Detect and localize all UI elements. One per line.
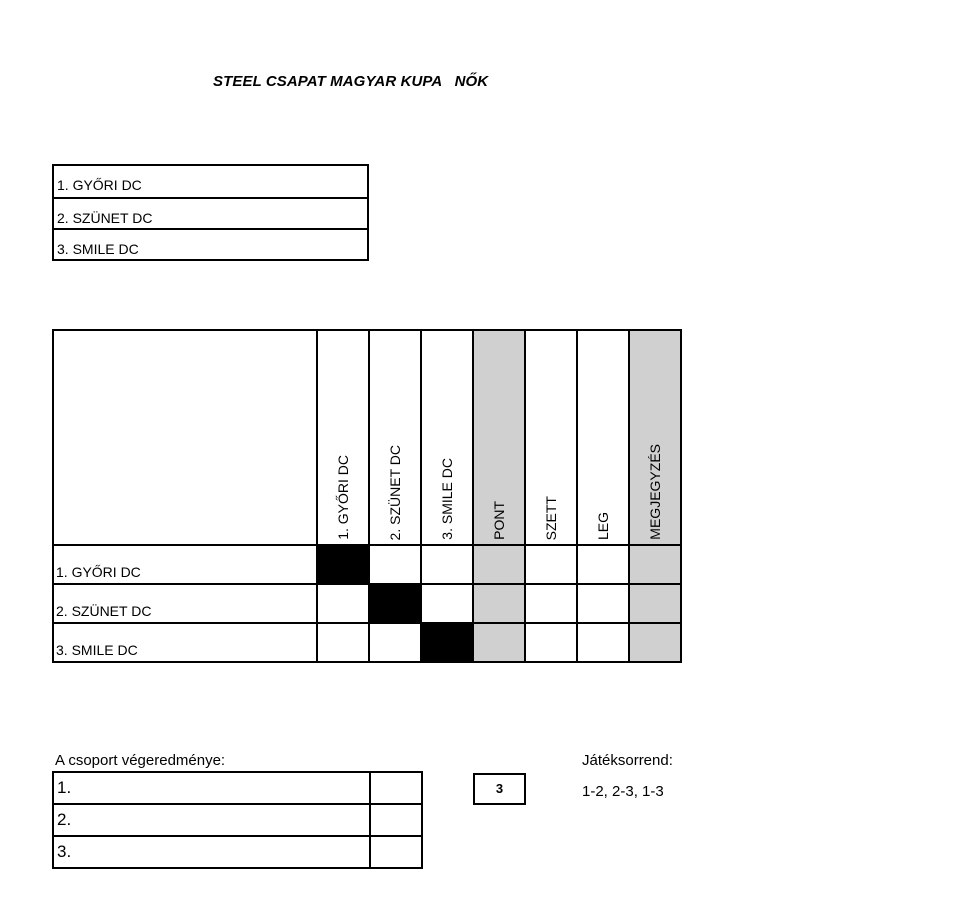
final-standings-table [52, 771, 423, 869]
grid-corner-cell [53, 330, 317, 545]
col-header-label: LEG [595, 511, 611, 540]
col-header-label: 3. SMILE DC [439, 458, 455, 540]
grid-cell [317, 584, 369, 623]
grid-col-header [421, 330, 473, 545]
grid-header-row [53, 330, 681, 545]
final-standings-label: A csoport végeredménye: [55, 752, 226, 769]
grid-col-header [629, 330, 681, 545]
grid-cell [577, 584, 629, 623]
col-header-label: MEGJEGYZÉS [647, 444, 663, 540]
grid-row-label: 1. GYŐRI DC [53, 545, 317, 584]
standings-value-cell [370, 804, 422, 836]
match-order-value: 1-2, 2-3, 1-3 [582, 783, 664, 800]
standings-value-cell [370, 836, 422, 868]
grid-row-label: 3. SMILE DC [53, 623, 317, 662]
standings-row [53, 804, 422, 836]
col-header-label: SZETT [543, 495, 559, 540]
team-list [52, 164, 369, 261]
grid-cell-shaded [629, 584, 681, 623]
grid-col-header [577, 330, 629, 545]
col-header-label: 2. SZÜNET DC [387, 444, 403, 540]
team-list-item: 2. SZÜNET DC [54, 197, 367, 228]
grid-cell [369, 623, 421, 662]
grid-col-header [525, 330, 577, 545]
grid-col-header [369, 330, 421, 545]
standings-rank: 2. [53, 804, 370, 836]
grid-cell [525, 584, 577, 623]
col-header-label: PONT [491, 501, 507, 540]
grid-row [53, 623, 681, 662]
standings-row [53, 836, 422, 868]
grid-row-label: 2. SZÜNET DC [53, 584, 317, 623]
standings-row [53, 772, 422, 804]
grid-cell [525, 623, 577, 662]
standings-value-cell [370, 772, 422, 804]
grid-cell-blocked [317, 545, 369, 584]
grid-cell [421, 545, 473, 584]
grid-cell-shaded [473, 623, 525, 662]
grid-cell [577, 623, 629, 662]
results-grid [52, 329, 682, 663]
team-list-item: 1. GYŐRI DC [57, 177, 142, 193]
grid-cell-shaded [629, 545, 681, 584]
grid-cell-shaded [473, 584, 525, 623]
grid-cell-shaded [629, 623, 681, 662]
grid-cell [317, 623, 369, 662]
grid-cell [369, 545, 421, 584]
standings-rank: 1. [53, 772, 370, 804]
grid-col-header [317, 330, 369, 545]
grid-cell [525, 545, 577, 584]
team-list-item: 3. SMILE DC [54, 228, 367, 259]
grid-cell-blocked [369, 584, 421, 623]
match-order-label: Játéksorrend: [582, 752, 673, 769]
grid-cell-blocked [421, 623, 473, 662]
grid-cell [577, 545, 629, 584]
team-count-box: 3 [473, 773, 526, 805]
grid-cell [421, 584, 473, 623]
grid-col-header [473, 330, 525, 545]
document-title: STEEL CSAPAT MAGYAR KUPA NŐK [213, 73, 489, 90]
grid-cell-shaded [473, 545, 525, 584]
col-header-label: 1. GYŐRI DC [335, 455, 351, 540]
standings-rank: 3. [53, 836, 370, 868]
grid-row [53, 545, 681, 584]
grid-row [53, 584, 681, 623]
